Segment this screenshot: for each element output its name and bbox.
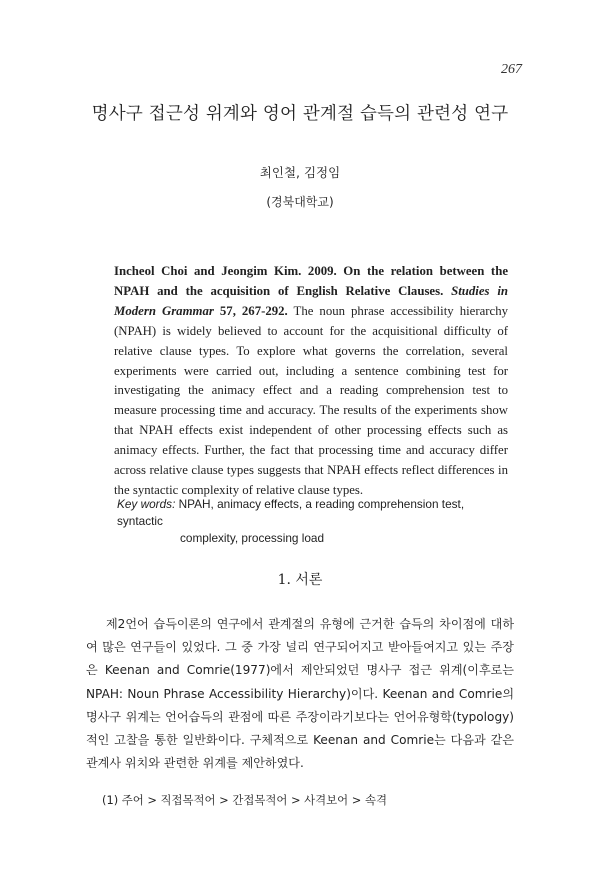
page-number: 267	[501, 62, 522, 77]
keywords	[117, 496, 512, 547]
abstract-body: The noun phrase accessibility hierarchy (NPAH) is widely believed to account for the acquisitional difficulty of relative clause types. To explore what governs the correlation, several experiments were carried out, including a sentence combining test for investigating the animacy effect and a reading comprehension test to measure processing time and accuracy. The results of the experiments show that NPAH effects exist independent of other processing effects such as animacy effects. Further, the fact that processing time and accuracy differ across relative clause types suggests that NPAH effects reflect differences in the syntactic complexity of relative clause types.	[114, 303, 509, 497]
abstract-citation: Incheol Choi and Jeongim Kim. 2009. On the relation between the NPAH and the acquisition of English Relative Clauses.	[114, 264, 508, 298]
journal-name: Studies in Modern Grammar	[114, 283, 509, 318]
keywords-line-2: complexity, processing load	[180, 531, 325, 545]
journal-volume: 57, 267-292.	[219, 303, 288, 318]
paper-title: 명사구 접근성 위계와 영어 관계절 습득의 관련성 연구	[91, 104, 509, 124]
abstract	[114, 262, 508, 501]
section-heading: 1. 서론	[277, 572, 323, 588]
authors: 최인철, 김정임	[259, 165, 341, 180]
keywords-line-1: NPAH, animacy effects, a reading comprehension test, syntactic	[117, 497, 465, 528]
example-hierarchy: (1) 주어 > 직접목적어 > 간접목적어 > 사격보어 > 속격	[102, 793, 387, 807]
body-paragraph: 제2언어 습득이론의 연구에서 관계절의 유형에 근거한 습득의 차이점에 대하여 많은 연구들이 있었다. 그 중 가장 널리 연구되어지고 받아들여지고 있는 주장은 Keenan and Comrie(1977)에서 제안되었던 명사구 접근 위계(이후로는 NPAH: Noun Phrase Accessibility Hierarchy)이다. Keenan and Comrie의 명사구 위계는 언어습득의 관점에 따른 주장이라기보다는 언어유형학(typology)적인 고찰을 통한 일반화이다. 구체적으로 Keenan and Comrie는 다음과 같은 관계사 위치와 관련한 위계를 제안하였다.	[86, 617, 514, 771]
keywords-label: Key words:	[117, 497, 176, 511]
affiliation: (경북대학교)	[266, 195, 334, 209]
